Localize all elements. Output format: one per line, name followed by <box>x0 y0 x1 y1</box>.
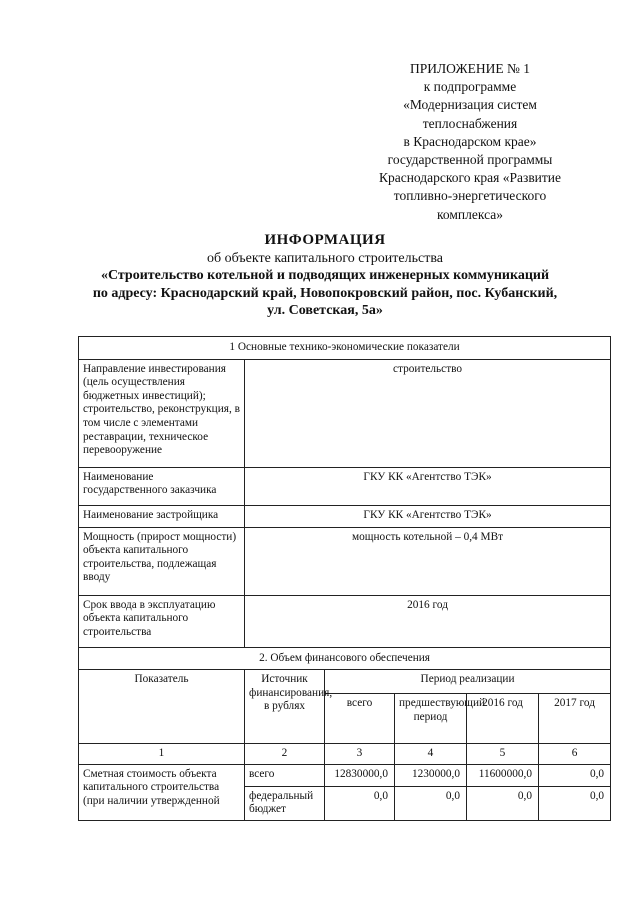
prev-cell: 1230000,0 <box>395 764 467 786</box>
col-number: 5 <box>467 744 539 765</box>
appendix-line: Краснодарского края «Развитие <box>378 170 562 186</box>
col-header-source: Источник финансирования, в рублях <box>245 670 325 744</box>
appendix-line: к подпрограмме <box>423 79 517 95</box>
total-cell: 0,0 <box>325 786 395 820</box>
col-number: 6 <box>539 744 611 765</box>
object-name-line: по адресу: Краснодарский край, Новопокровский район, пос. Кубанский, <box>92 285 558 301</box>
y2017-cell: 0,0 <box>539 764 611 786</box>
appendix-line: ПРИЛОЖЕНИЕ № 1 <box>409 61 531 76</box>
title-heading: ИНФОРМАЦИЯ <box>264 232 386 248</box>
object-name-line: «Строительство котельной и подводящих инженерных коммуникаций <box>100 268 550 283</box>
appendix-line: топливно-энергетического <box>393 188 547 204</box>
title-subheading: об объекте капитального строительства <box>207 250 443 266</box>
row-value: мощность котельной – 0,4 МВт <box>245 527 611 595</box>
section2-title: 2. Объем финансового обеспечения <box>79 647 611 670</box>
col-number: 4 <box>395 744 467 765</box>
document-title <box>70 232 580 320</box>
total-cell: 12830000,0 <box>325 764 395 786</box>
object-name-line: ул. Советская, 5а» <box>267 303 383 318</box>
row-value: 2016 год <box>245 595 611 647</box>
row-label: Сметная стоимость объекта капитального строительства (при наличии утвержденной <box>79 764 245 820</box>
row-label: Срок ввода в эксплуатацию объекта капитального строительства <box>79 595 245 647</box>
source-cell: всего <box>245 764 325 786</box>
col-header-total: всего <box>325 694 395 744</box>
col-number: 2 <box>245 744 325 765</box>
section1-title: 1 Основные технико-экономические показатели <box>79 337 611 360</box>
appendix-line: в Краснодарском крае» <box>403 133 537 149</box>
appendix-line: государственной программы <box>387 152 553 168</box>
col-number: 1 <box>79 744 245 765</box>
col-header-period: Период реализации <box>325 670 611 694</box>
col-header-prev: предшествующий период <box>395 694 467 744</box>
row-value: строительство <box>245 359 611 467</box>
y2016-cell: 0,0 <box>467 786 539 820</box>
appendix-line: комплекса» <box>437 206 503 222</box>
y2017-cell: 0,0 <box>539 786 611 820</box>
info-table <box>78 336 611 821</box>
row-label: Наименование государственного заказчика <box>79 467 245 505</box>
y2016-cell: 11600000,0 <box>467 764 539 786</box>
row-label: Наименование застройщика <box>79 505 245 527</box>
col-header-2017: 2017 год <box>539 694 611 744</box>
row-label: Мощность (прирост мощности) объекта капитального строительства, подлежащая вводу <box>79 527 245 595</box>
appendix-line: «Модернизация систем <box>403 97 537 113</box>
col-header-2016: 2016 год <box>467 694 539 744</box>
row-label: Направление инвестирования (цель осуществления бюджетных инвестиций); строительство, реконструкция, в том числе с элементами реставрации, техническое перевооружение <box>79 359 245 467</box>
row-value: ГКУ КК «Агентство ТЭК» <box>245 505 611 527</box>
row-value: ГКУ КК «Агентство ТЭК» <box>245 467 611 505</box>
col-header-indicator: Показатель <box>79 670 245 744</box>
col-number: 3 <box>325 744 395 765</box>
source-cell: федеральный бюджет <box>245 786 325 820</box>
appendix-block <box>340 60 600 224</box>
appendix-line: теплоснабжения <box>422 115 518 131</box>
prev-cell: 0,0 <box>395 786 467 820</box>
